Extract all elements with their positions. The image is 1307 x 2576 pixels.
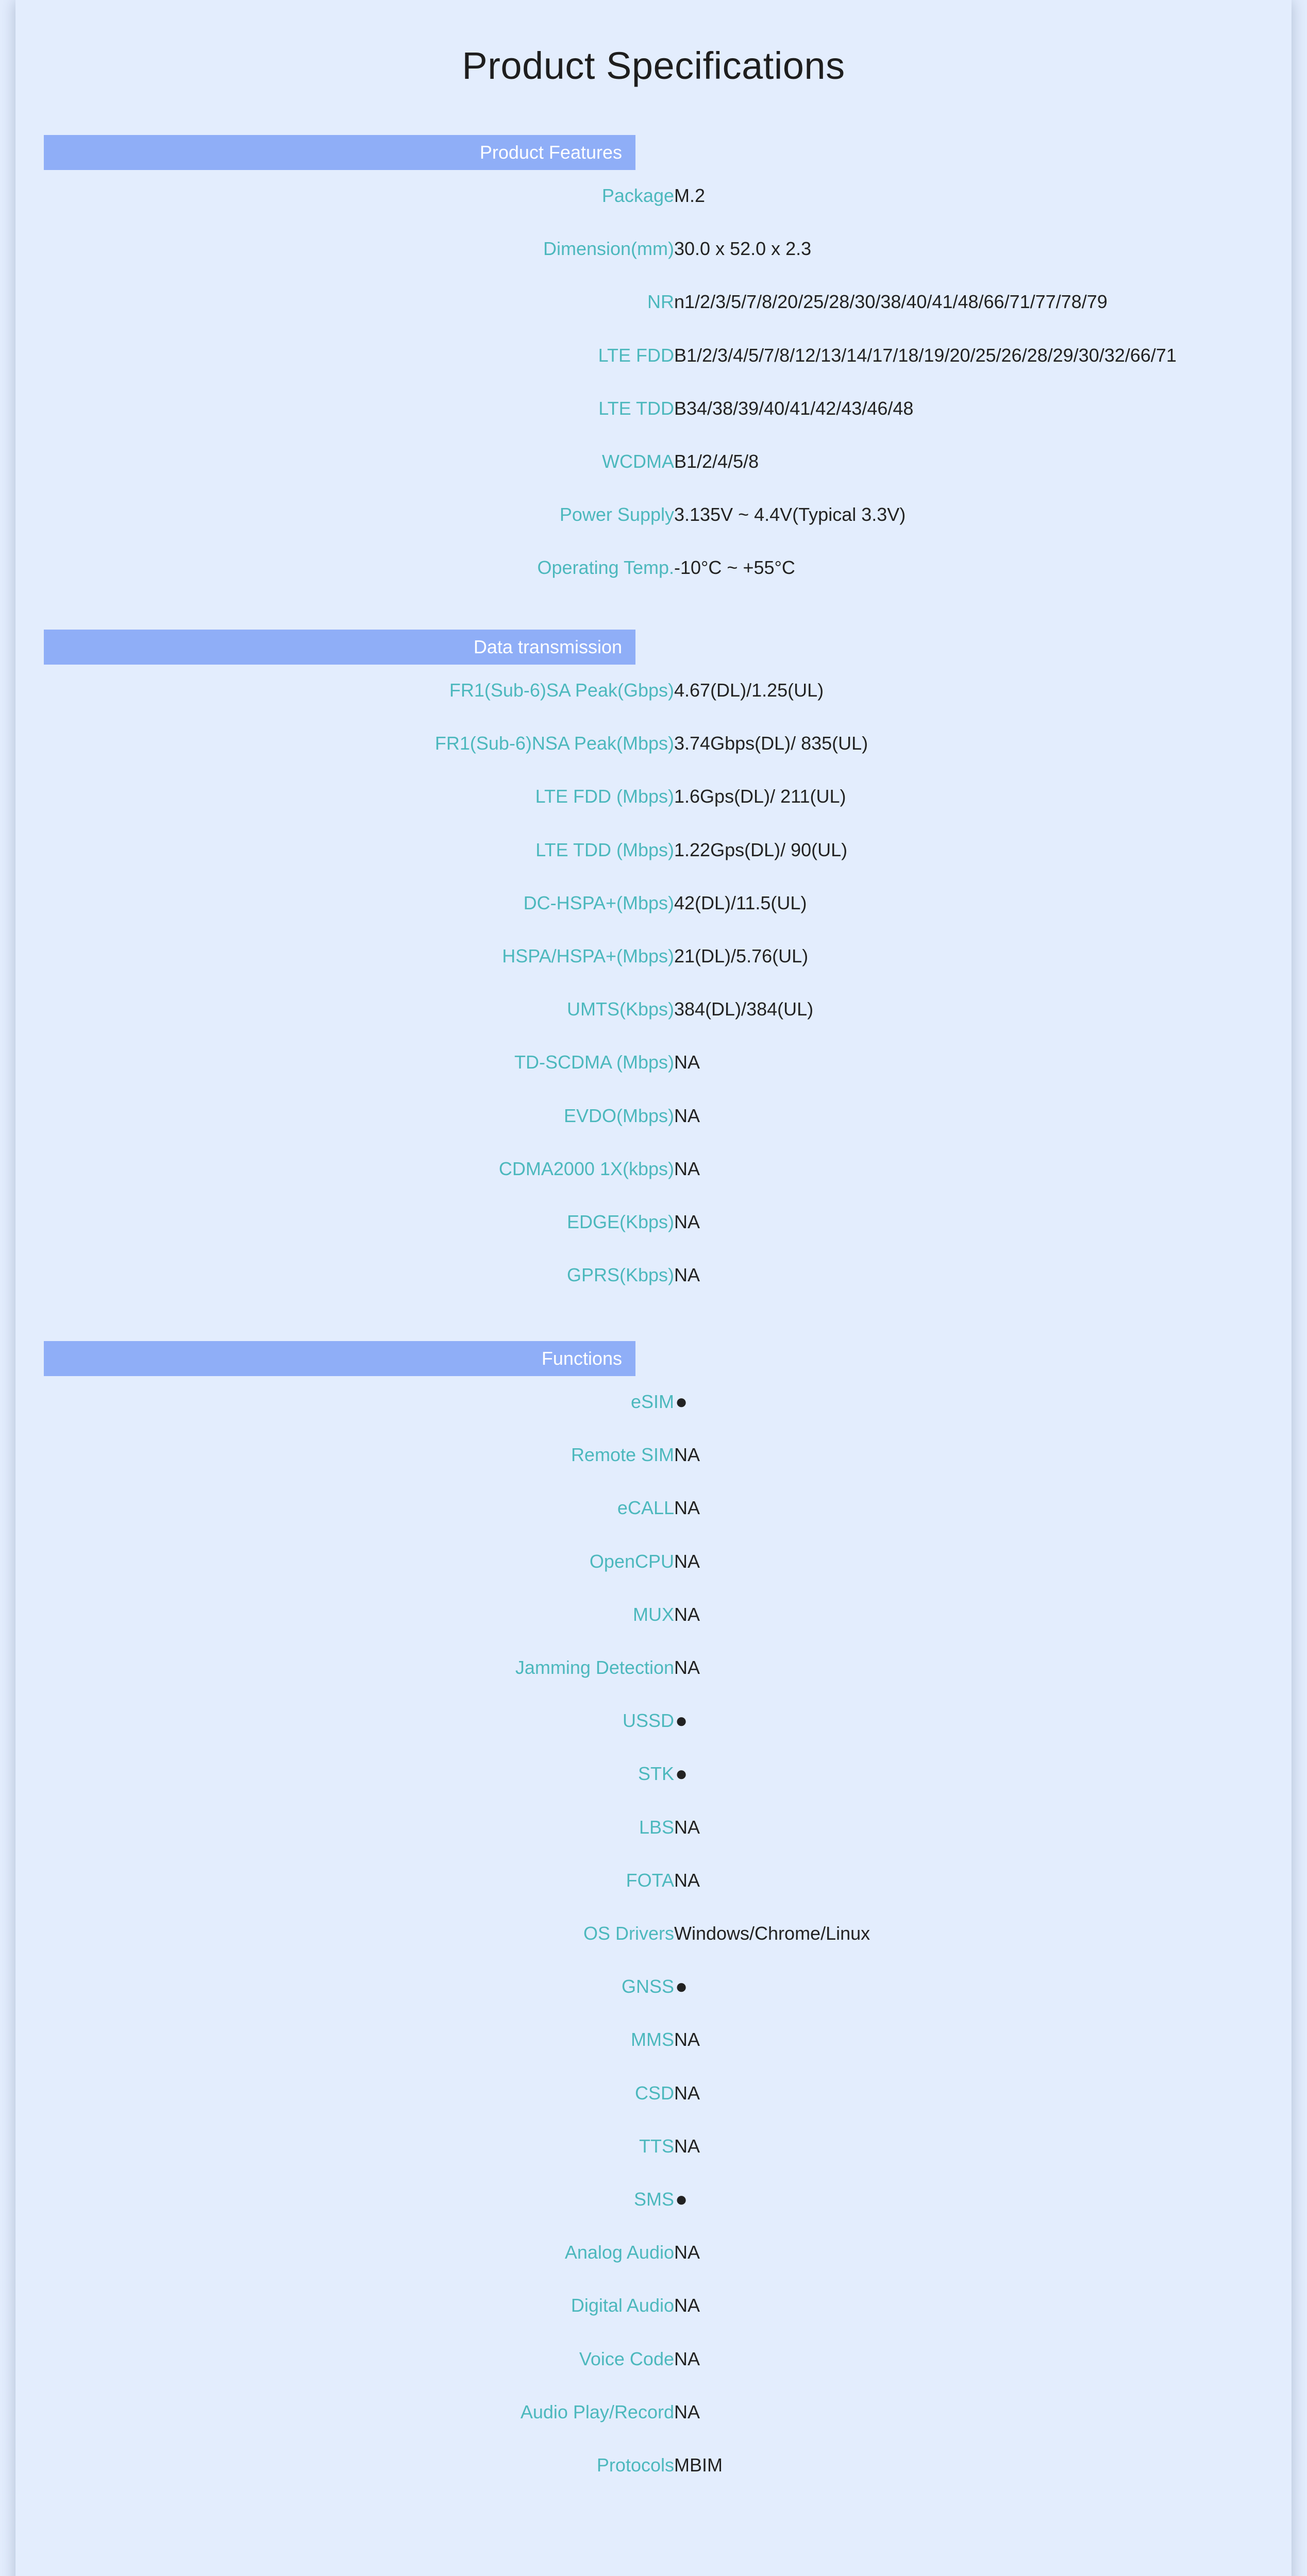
spec-label: HSPA/HSPA+(Mbps) (502, 945, 674, 967)
spec-row (15, 781, 1292, 812)
spec-row (15, 1154, 1292, 1184)
spec-value: B1/2/4/5/8 (674, 451, 759, 472)
spec-label: MMS (631, 2029, 674, 2050)
spec-value: 1.6Gps(DL)/ 211(UL) (674, 786, 846, 807)
spec-value: NA (674, 2242, 700, 2263)
spec-value: NA (674, 1211, 700, 1232)
spec-row (15, 1493, 1292, 1523)
spec-value: NA (674, 1550, 700, 1572)
spec-value: NA (674, 2348, 700, 2369)
spec-label: TTS (639, 2135, 674, 2157)
spec-label: OS Drivers (583, 1923, 674, 1944)
spec-row (15, 1705, 1292, 1736)
spec-row (15, 728, 1292, 759)
spec-value: n1/2/3/5/7/8/20/25/28/30/38/40/41/48/66/71/77/78/79 (674, 291, 1108, 313)
spec-value: 4.67(DL)/1.25(UL) (674, 680, 824, 701)
spec-row (15, 393, 1292, 424)
spec-value: NA (674, 1264, 700, 1286)
spec-row (15, 2078, 1292, 2109)
spec-row (15, 1100, 1292, 1131)
spec-value: M.2 (674, 185, 706, 206)
spec-row (15, 233, 1292, 264)
spec-row (15, 2397, 1292, 2428)
spec-label: Protocols (596, 2454, 674, 2476)
section-header: Data transmission (44, 630, 635, 665)
spec-label: EDGE(Kbps) (566, 1211, 674, 1232)
spec-value: 1.22Gps(DL)/ 90(UL) (674, 839, 848, 860)
spec-row (15, 2131, 1292, 2162)
spec-value: -10°C ~ +55°C (674, 557, 795, 579)
supported-bullet: ● (675, 1975, 688, 1998)
spec-label: Remote SIM (571, 1444, 674, 1466)
supported-bullet: ● (675, 1391, 688, 1413)
spec-row (15, 2450, 1292, 2481)
spec-row (15, 1439, 1292, 1470)
section-header: Product Features (44, 135, 635, 170)
spec-label: SMS (633, 2189, 674, 2210)
spec-value: NA (674, 1105, 700, 1126)
spec-row (15, 1758, 1292, 1789)
spec-label: FOTA (626, 1869, 674, 1891)
spec-value: 384(DL)/384(UL) (674, 998, 814, 1020)
spec-row (15, 1047, 1292, 1078)
spec-label: OpenCPU (589, 1550, 674, 1572)
spec-value: NA (674, 2029, 700, 2050)
spec-label: LTE FDD (598, 344, 674, 366)
spec-row (15, 1918, 1292, 1949)
spec-row (15, 1865, 1292, 1896)
spec-label: CSD (634, 2082, 674, 2104)
spec-row (15, 2184, 1292, 2215)
section-header: Functions (44, 1341, 635, 1376)
spec-value: B34/38/39/40/41/42/43/46/48 (674, 397, 914, 419)
spec-value: NA (674, 1869, 700, 1891)
spec-row (15, 675, 1292, 706)
spec-label: eCALL (617, 1497, 674, 1519)
spec-page (15, 0, 1292, 2576)
spec-label: UMTS(Kbps) (566, 998, 674, 1020)
spec-label: Analog Audio (564, 2242, 674, 2263)
spec-row (15, 1546, 1292, 1577)
spec-label: FR1(Sub-6)NSA Peak(Mbps) (434, 733, 674, 754)
spec-row (15, 1652, 1292, 1683)
spec-label: Voice Code (579, 2348, 674, 2369)
spec-label: Digital Audio (571, 2295, 674, 2316)
spec-value: 21(DL)/5.76(UL) (674, 945, 809, 967)
spec-label: NR (647, 291, 674, 313)
spec-row (15, 1812, 1292, 1843)
spec-label: LTE TDD (Mbps) (535, 839, 674, 860)
spec-label: CDMA2000 1X(kbps) (498, 1158, 674, 1179)
spec-row (15, 1260, 1292, 1291)
spec-value: NA (674, 1158, 700, 1179)
spec-label: Power Supply (559, 504, 674, 526)
spec-label: GNSS (621, 1976, 674, 1997)
spec-value: B1/2/3/4/5/7/8/12/13/14/17/18/19/20/25/26/28/29/30/32/66/71 (674, 344, 1177, 366)
spec-row (15, 340, 1292, 371)
spec-label: TD-SCDMA (Mbps) (514, 1052, 674, 1073)
spec-row (15, 1207, 1292, 1238)
spec-value: NA (674, 1603, 700, 1625)
spec-label: LBS (639, 1816, 674, 1838)
spec-row (15, 941, 1292, 972)
spec-label: EVDO(Mbps) (563, 1105, 674, 1126)
spec-row (15, 2024, 1292, 2055)
spec-value: NA (674, 1497, 700, 1519)
spec-label: MUX (633, 1603, 674, 1625)
spec-value: 3.135V ~ 4.4V(Typical 3.3V) (674, 504, 906, 526)
spec-label: Audio Play/Record (520, 2401, 674, 2422)
spec-label: FR1(Sub-6)SA Peak(Gbps) (449, 680, 674, 701)
spec-label: GPRS(Kbps) (566, 1264, 674, 1286)
spec-value: Windows/Chrome/Linux (674, 1923, 870, 1944)
spec-label: eSIM (630, 1391, 674, 1412)
spec-row (15, 552, 1292, 583)
spec-row (15, 1599, 1292, 1630)
spec-value: NA (674, 1816, 700, 1838)
spec-value: 30.0 x 52.0 x 2.3 (674, 238, 812, 260)
spec-label: Jamming Detection (515, 1657, 674, 1678)
spec-label: USSD (622, 1710, 674, 1732)
spec-value: NA (674, 1052, 700, 1073)
spec-row (15, 888, 1292, 919)
supported-bullet: ● (675, 2188, 688, 2211)
supported-bullet: ● (675, 1762, 688, 1786)
spec-label: STK (638, 1763, 674, 1785)
spec-label: Dimension(mm) (543, 238, 674, 260)
spec-row (15, 286, 1292, 317)
page-title: Product Specifications (462, 44, 845, 87)
spec-row (15, 180, 1292, 211)
spec-row (15, 2290, 1292, 2321)
spec-row (15, 835, 1292, 866)
supported-bullet: ● (675, 1709, 688, 1733)
spec-row (15, 994, 1292, 1025)
spec-label: Operating Temp. (537, 557, 674, 579)
spec-label: WCDMA (602, 451, 674, 472)
spec-label: DC-HSPA+(Mbps) (523, 892, 674, 913)
spec-value: NA (674, 1444, 700, 1466)
spec-value: 3.74Gbps(DL)/ 835(UL) (674, 733, 868, 754)
spec-value: NA (674, 2401, 700, 2422)
spec-row (15, 2237, 1292, 2268)
spec-row (15, 1971, 1292, 2002)
spec-value: NA (674, 2135, 700, 2157)
spec-value: NA (674, 1657, 700, 1678)
spec-value: NA (674, 2082, 700, 2104)
spec-value: 42(DL)/11.5(UL) (674, 892, 807, 913)
spec-row (15, 499, 1292, 530)
spec-value: MBIM (674, 2454, 723, 2476)
spec-label: LTE FDD (Mbps) (535, 786, 674, 807)
spec-row (15, 1386, 1292, 1417)
spec-row (15, 446, 1292, 477)
spec-label: Package (601, 185, 674, 206)
spec-label: LTE TDD (598, 397, 674, 419)
spec-value: NA (674, 2295, 700, 2316)
spec-row (15, 2344, 1292, 2375)
